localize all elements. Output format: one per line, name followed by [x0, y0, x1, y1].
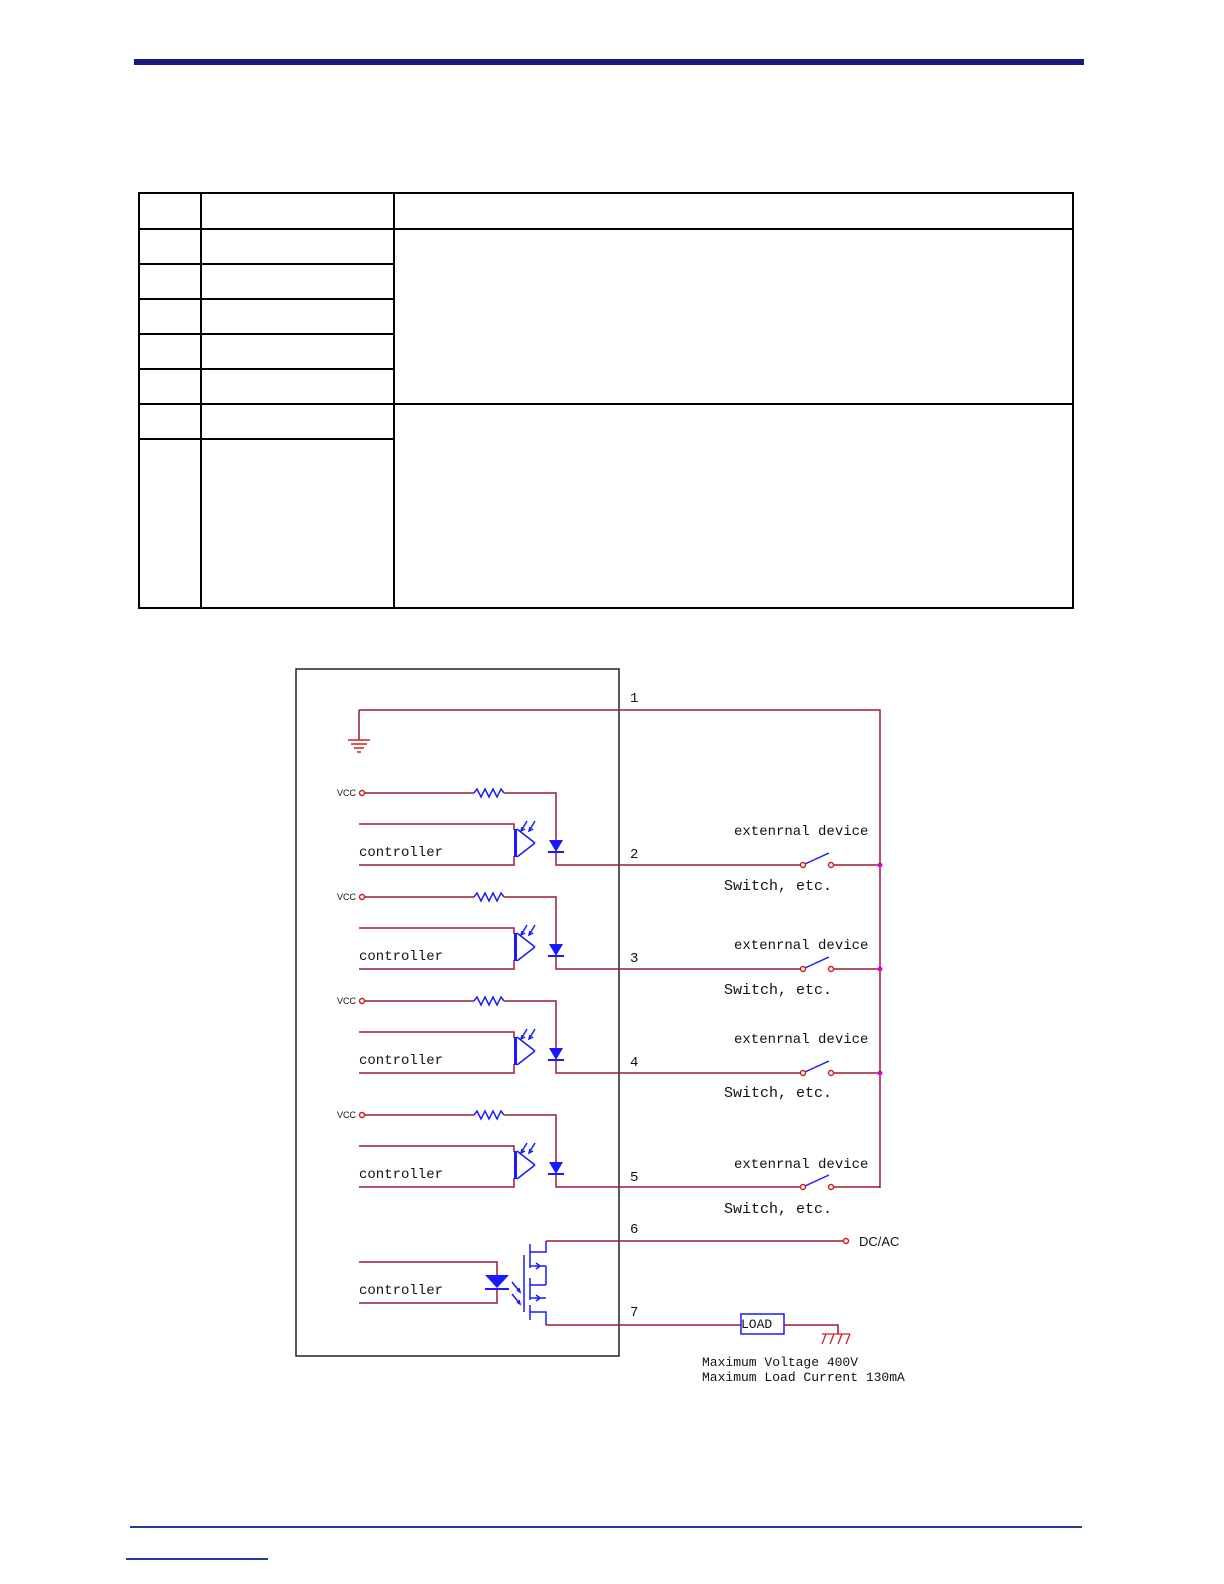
vcc-label: VCC	[337, 788, 357, 798]
pin-label: 1	[630, 691, 639, 707]
mosfet-icon	[524, 1241, 546, 1325]
optocoupler-icon	[514, 925, 535, 961]
external-device-label: extenrnal device	[734, 1032, 869, 1048]
vcc-label: VCC	[337, 1110, 357, 1120]
external-device-label: extenrnal device	[734, 824, 869, 840]
led-icon	[485, 1275, 520, 1304]
ground-icon	[822, 1334, 850, 1344]
controller-label: controller	[359, 845, 444, 861]
switch-icon	[801, 853, 834, 868]
controller-label: controller	[359, 1053, 444, 1069]
max-current-text: Maximum Load Current 130mA	[702, 1370, 905, 1385]
controller-label: controller	[359, 949, 444, 965]
switch-label: Switch, etc.	[724, 982, 833, 999]
footer-link-underline	[126, 1558, 268, 1560]
diode-icon	[548, 840, 564, 852]
pin-label: 5	[630, 1170, 639, 1186]
switch-label: Switch, etc.	[724, 1201, 833, 1218]
input-channel-4	[337, 996, 883, 1102]
external-device-label: extenrnal device	[734, 1157, 869, 1173]
pin-label: 2	[630, 847, 639, 863]
max-voltage-text: Maximum Voltage 400V	[702, 1355, 859, 1370]
switch-icon	[801, 1175, 834, 1190]
diode-icon	[548, 1162, 564, 1174]
resistor-icon	[474, 789, 504, 797]
controller-label: controller	[359, 1167, 444, 1183]
resistor-icon	[474, 997, 504, 1005]
footer-rule	[130, 1526, 1082, 1528]
optocoupler-icon	[514, 1143, 535, 1179]
resistor-icon	[474, 893, 504, 901]
switch-label: Switch, etc.	[724, 1085, 833, 1102]
controller-label: controller	[359, 1283, 444, 1299]
controller-box	[296, 669, 619, 1356]
load-label: LOAD	[741, 1317, 773, 1332]
input-channel-2	[337, 788, 883, 895]
input-channel-5	[337, 1110, 880, 1218]
pin-label: 3	[630, 951, 639, 967]
switch-label: Switch, etc.	[724, 878, 833, 895]
output-channel	[359, 1222, 905, 1385]
pin-label: 6	[630, 1222, 639, 1238]
optocoupler-icon	[514, 1029, 535, 1065]
ground-icon	[348, 740, 370, 752]
vcc-label: VCC	[337, 996, 357, 1006]
external-device-label: extenrnal device	[734, 938, 869, 954]
input-channel-3	[337, 892, 883, 999]
pin-label: 4	[630, 1055, 639, 1071]
vcc-label: VCC	[337, 892, 357, 902]
diode-icon	[548, 1048, 564, 1060]
resistor-icon	[474, 1111, 504, 1119]
optocoupler-icon	[514, 821, 535, 857]
diode-icon	[548, 944, 564, 956]
switch-icon	[801, 1061, 834, 1076]
switch-icon	[801, 957, 834, 972]
dcac-label: DC/AC	[859, 1234, 900, 1249]
pin-label: 7	[630, 1305, 639, 1321]
